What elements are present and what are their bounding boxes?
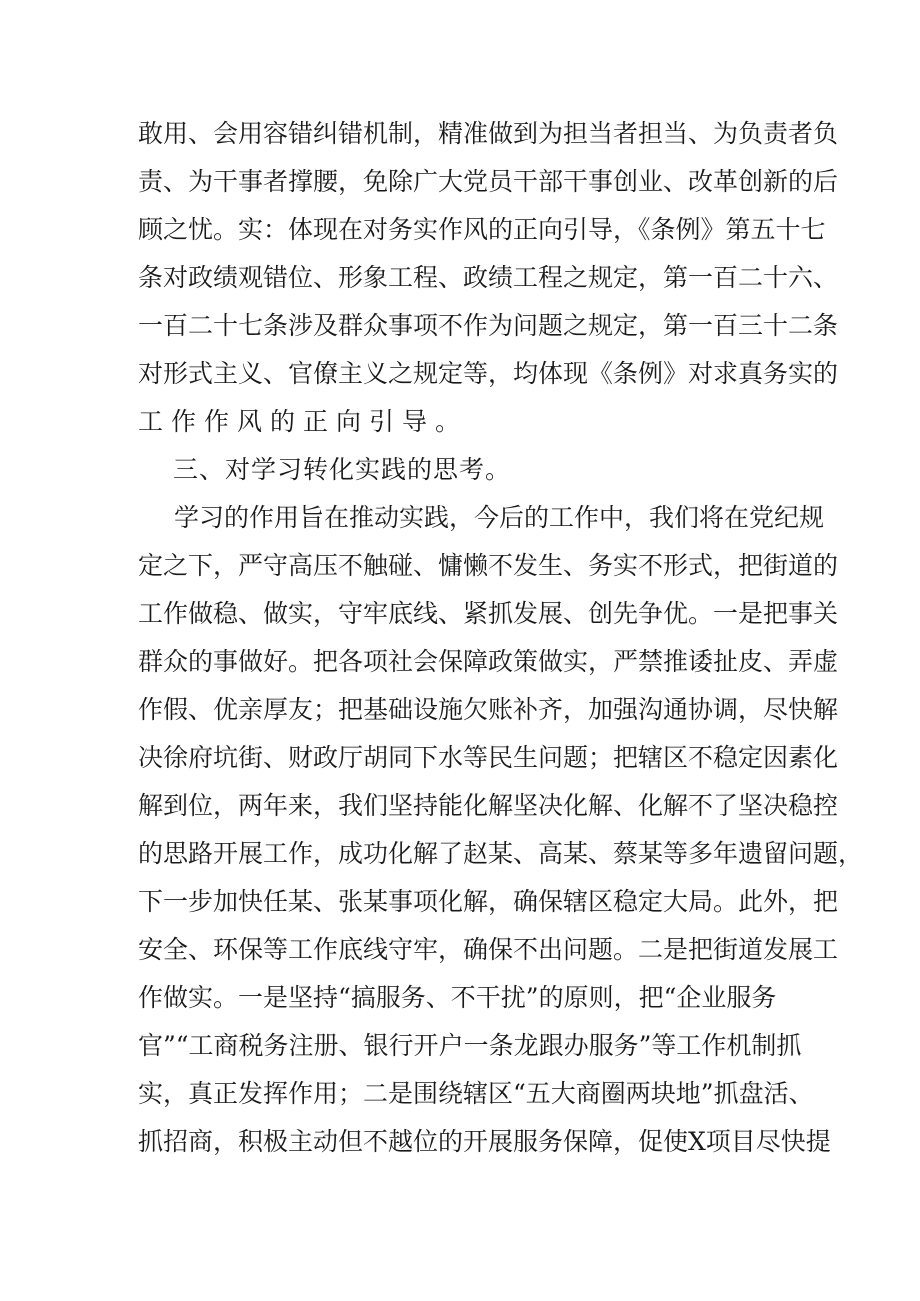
text-line: 学习的作用旨在推动实践，今后的工作中，我们将在党纪规 xyxy=(174,503,825,532)
paragraph-section3 xyxy=(138,494,864,1166)
document-page xyxy=(138,110,864,1166)
text-line: 抓招商，积极主动但不越位的开展服务保障，促使X项目尽快提 xyxy=(138,1127,831,1156)
text-line: 条对政绩观错位、形象工程、政绩工程之规定，第一百二十六、 xyxy=(138,263,839,292)
text-line: 官”“工商税务注册、银行开户一条龙跟办服务”等工作机制抓 xyxy=(138,1031,802,1060)
text-line: 一百二十七条涉及群众事项不作为问题之规定，第一百三十二条 xyxy=(138,311,839,340)
text-line: 决徐府坑街、财政厅胡同下水等民生问题；把辖区不稳定因素化 xyxy=(138,743,839,772)
text-line: 安全、环保等工作底线守牢，确保不出问题。二是把街道发展工 xyxy=(138,935,839,964)
paragraph-section2-tail xyxy=(138,110,839,446)
text-line: 实，真正发挥作用；二是围绕辖区“五大商圈两块地”抓盘活、 xyxy=(138,1079,814,1108)
text-line: 工作作风的正向引导。 xyxy=(138,407,469,436)
section-heading: 三、对学习转化实践的思考。 xyxy=(173,455,512,484)
text-line: 作假、优亲厚友；把基础设施欠账补齐，加强沟通协调，尽快解 xyxy=(138,695,839,724)
text-line: 定之下，严守高压不触碰、慵懒不发生、务实不形式，把街道的 xyxy=(138,551,839,580)
text-line: 解到位，两年来，我们坚持能化解坚决化解、化解不了坚决稳控 xyxy=(138,791,839,820)
text-line: 作做实。一是坚持“搞服务、不干扰”的原则，把“企业服务 xyxy=(138,983,777,1012)
text-line: 群众的事做好。把各项社会保障政策做实，严禁推诿扯皮、弄虚 xyxy=(138,647,839,676)
text-line: 下一步加快任某、张某事项化解，确保辖区稳定大局。此外，把 xyxy=(138,887,839,916)
text-line: 对形式主义、官僚主义之规定等，均体现《条例》对求真务实的 xyxy=(138,359,839,388)
text-line: 顾之忧。实：体现在对务实作风的正向引导，《条例》第五十七 xyxy=(138,215,826,244)
text-line: 的思路开展工作，成功化解了赵某、高某、蔡某等多年遗留问题， xyxy=(138,839,864,868)
text-line: 敢用、会用容错纠错机制，精准做到为担当者担当、为负责者负 xyxy=(138,119,839,148)
text-line: 责、为干事者撑腰，免除广大党员干部干事创业、改革创新的后 xyxy=(138,167,839,196)
text-line: 工作做稳、做实，守牢底线、紧抓发展、创先争优。一是把事关 xyxy=(138,599,839,628)
